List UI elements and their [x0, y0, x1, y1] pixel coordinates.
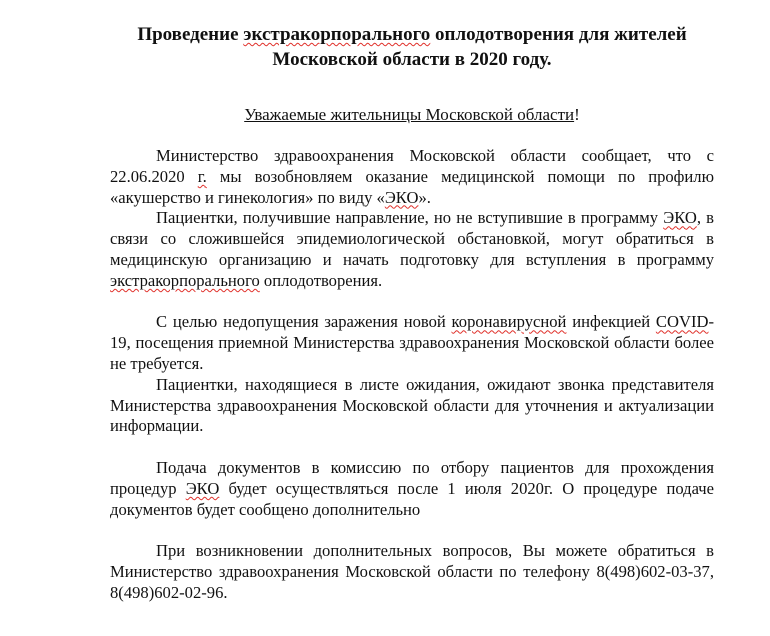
paragraph-text: инфекцией: [566, 312, 656, 332]
paragraph-text: Подача документов в комиссию по отбору пациентов для прохождения процедур: [110, 457, 714, 498]
spellcheck-word: экстракорпорального: [243, 24, 431, 45]
greeting-punctuation: !: [574, 105, 580, 124]
spellcheck-word: ЭКО: [663, 208, 697, 228]
paragraph-text: С целью недопущения заражения новой: [156, 312, 452, 332]
paragraph-text: -19, посещения приемной Министерства здравоохранения Московской области более не требуется.: [110, 312, 714, 373]
spellcheck-word: COVID: [655, 312, 709, 332]
document-page: [110, 22, 714, 604]
paragraph-text: будет осуществляться после 1 июля 2020г. О процедуре подаче документов будет сообщено дополнительно: [110, 478, 715, 519]
greeting: [110, 104, 714, 125]
paragraph-waiting-list: Пациентки, находящиеся в листе ожидания, ожидают звонка представителя Министерства здравоохранения Московской области для уточнения и актуализации информации.: [110, 374, 714, 436]
spellcheck-word: экстракорпорального: [110, 270, 260, 290]
greeting-text: Уважаемые жительницы Московской области: [244, 105, 575, 124]
paragraph-referral: [110, 208, 714, 291]
spellcheck-word: ЭКО: [384, 187, 419, 207]
spellcheck-word: коронавирусной: [451, 312, 567, 332]
paragraph-text: мы возобновляем оказание медицинской помощи по профилю «акушерство и гинекология» по виду «: [110, 166, 714, 207]
paragraph-text: , в связи со сложившейся эпидемиологической обстановкой, могут обратиться в медицинскую организацию и начать подготовку для вступления в программу: [110, 208, 714, 269]
paragraph-text: Министерство здравоохранения Московской области сообщает, что с 22.06.2020: [110, 146, 714, 186]
paragraph-text: ».: [418, 187, 431, 207]
paragraph-text: Пациентки, получившие направление, но не вступившие в программу: [156, 208, 664, 228]
spellcheck-word: г.: [197, 166, 207, 186]
paragraph-documents: [110, 458, 714, 520]
paragraph-text: оплодотворения.: [259, 270, 383, 290]
paragraph-gap: [110, 437, 714, 458]
document-title: [110, 22, 714, 72]
paragraph-contacts: При возникновении дополнительных вопросов, Вы можете обратиться в Министерство здравоохранения Московской области по телефону 8(498)602-03-37, 8(498)602-02-96.: [110, 541, 714, 602]
paragraph-gap: [110, 292, 714, 313]
paragraph-covid: [110, 312, 714, 374]
paragraph-resumption: [110, 146, 714, 208]
paragraph-gap: [110, 520, 714, 541]
title-text-end: оплодотворения для жителей Московской области в 2020 году.: [272, 24, 687, 70]
title-text-start: Проведение: [137, 24, 244, 45]
spellcheck-word: ЭКО: [185, 478, 220, 498]
